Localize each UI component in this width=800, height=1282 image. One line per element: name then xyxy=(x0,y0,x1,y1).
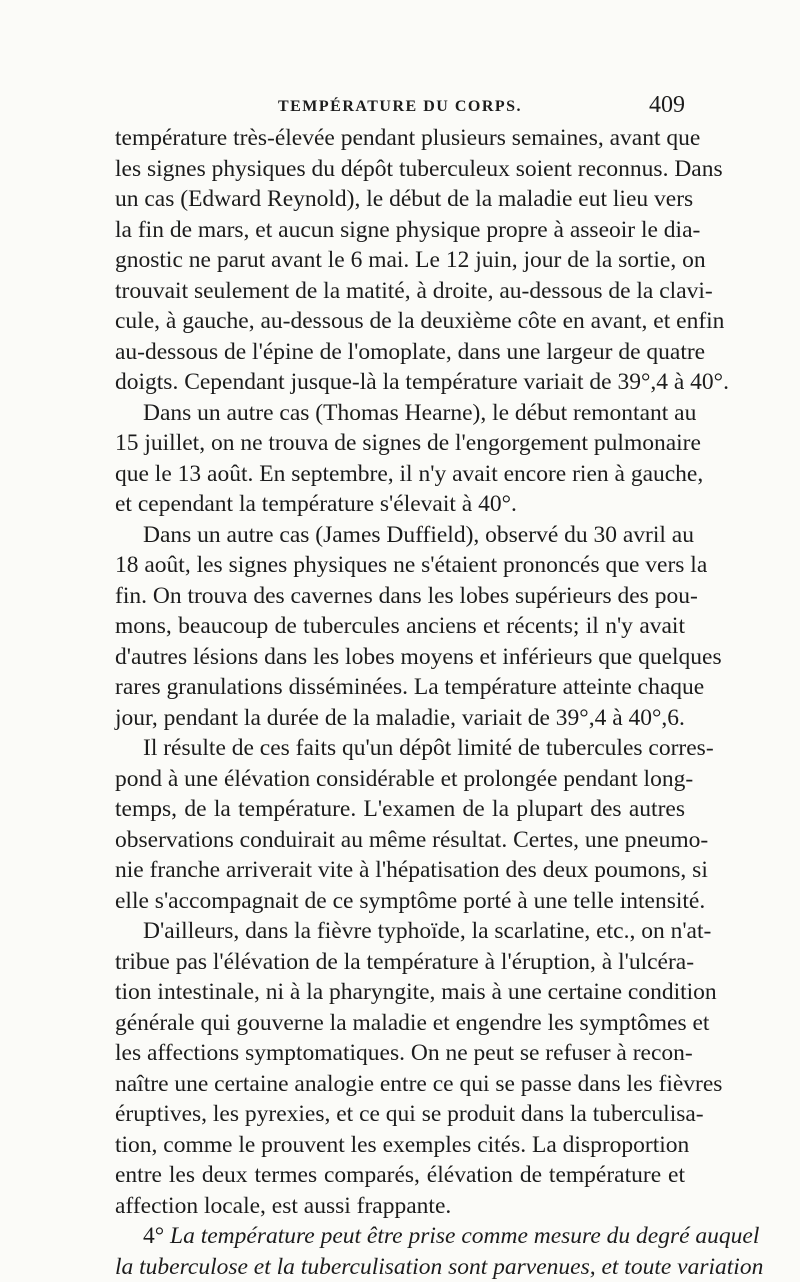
text-line: Il résulte de ces faits qu'un dépôt limité de tubercules corres- xyxy=(115,733,685,764)
text-line: Dans un autre cas (Thomas Hearne), le début remontant au xyxy=(115,398,685,429)
paragraph xyxy=(115,733,685,916)
section-4-heading xyxy=(115,1221,685,1282)
page-number: 409 xyxy=(649,92,685,119)
text-line: affection locale, est aussi frappante. xyxy=(115,1191,685,1222)
text-line: cule, à gauche, au-dessous de la deuxième côte en avant, et enfin xyxy=(115,306,685,337)
text-line: au-dessous de l'épine de l'omoplate, dans une largeur de quatre xyxy=(115,337,685,368)
paragraph xyxy=(115,916,685,1221)
text-line xyxy=(115,1221,685,1252)
text-line: naître une certaine analogie entre ce qui se passe dans les fièvres xyxy=(115,1069,685,1100)
paragraph xyxy=(115,520,685,734)
text-line: tion intestinale, ni à la pharyngite, mais à une certaine condition xyxy=(115,977,685,1008)
text-line: un cas (Edward Reynold), le début de la maladie eut lieu vers xyxy=(115,184,685,215)
text-line: trouvait seulement de la matité, à droite, au-dessous de la clavi- xyxy=(115,276,685,307)
text-line: les affections symptomatiques. On ne peut se refuser à recon- xyxy=(115,1038,685,1069)
text-line: Dans un autre cas (James Duffield), observé du 30 avril au xyxy=(115,520,685,551)
paragraph xyxy=(115,398,685,520)
text-line: la fin de mars, et aucun signe physique propre à asseoir le dia- xyxy=(115,215,685,246)
text-line: 15 juillet, on ne trouva de signes de l'engorgement pulmonaire xyxy=(115,428,685,459)
text-line: éruptives, les pyrexies, et ce qui se produit dans la tuberculisa- xyxy=(115,1099,685,1130)
text-line: 18 août, les signes physiques ne s'étaient prononcés que vers la xyxy=(115,550,685,581)
section-number: 4° xyxy=(143,1223,164,1249)
text-line: que le 13 août. En septembre, il n'y avait encore rien à gauche, xyxy=(115,459,685,490)
page-header xyxy=(115,92,685,122)
text-line: et cependant la température s'élevait à 40°. xyxy=(115,489,685,520)
text-line: fin. On trouva des cavernes dans les lobes supérieurs des pou- xyxy=(115,581,685,612)
text-line: D'ailleurs, dans la fièvre typhoïde, la scarlatine, etc., on n'at- xyxy=(115,916,685,947)
text-line: doigts. Cependant jusque-là la température variait de 39°,4 à 40°. xyxy=(115,367,685,398)
text-line: entre les deux termes comparés, élévation de température et xyxy=(115,1160,685,1191)
text-line: observations conduirait au même résultat. Certes, une pneumo- xyxy=(115,825,685,856)
text-line: tion, comme le prouvent les exemples cités. La disproportion xyxy=(115,1130,685,1161)
text-line: elle s'accompagnait de ce symptôme porté à une telle intensité. xyxy=(115,886,685,917)
text-line: rares granulations disséminées. La température atteinte chaque xyxy=(115,672,685,703)
text-line: pond à une élévation considérable et prolongée pendant long- xyxy=(115,764,685,795)
text-line: nie franche arriverait vite à l'hépatisation des deux poumons, si xyxy=(115,855,685,886)
text-line: jour, pendant la durée de la maladie, variait de 39°,4 à 40°,6. xyxy=(115,703,685,734)
text-line: température très-élevée pendant plusieurs semaines, avant que xyxy=(115,123,685,154)
page-body xyxy=(115,123,685,1282)
running-head: TEMPÉRATURE DU CORPS. xyxy=(115,98,685,116)
text-line: générale qui gouverne la maladie et engendre les symptômes et xyxy=(115,1008,685,1039)
text-line: la tuberculose et la tuberculisation sont parvenues, et toute variation xyxy=(115,1252,685,1282)
text-line: temps, de la température. L'examen de la plupart des autres xyxy=(115,794,685,825)
section-text: La température peut être prise comme mesure du degré auquel xyxy=(170,1223,759,1249)
paragraph xyxy=(115,123,685,398)
text-line: gnostic ne parut avant le 6 mai. Le 12 juin, jour de la sortie, on xyxy=(115,245,685,276)
text-line: tribue pas l'élévation de la température à l'éruption, à l'ulcéra- xyxy=(115,947,685,978)
text-line: d'autres lésions dans les lobes moyens et inférieurs que quelques xyxy=(115,642,685,673)
text-line: les signes physiques du dépôt tuberculeux soient reconnus. Dans xyxy=(115,154,685,185)
text-line: mons, beaucoup de tubercules anciens et récents; il n'y avait xyxy=(115,611,685,642)
